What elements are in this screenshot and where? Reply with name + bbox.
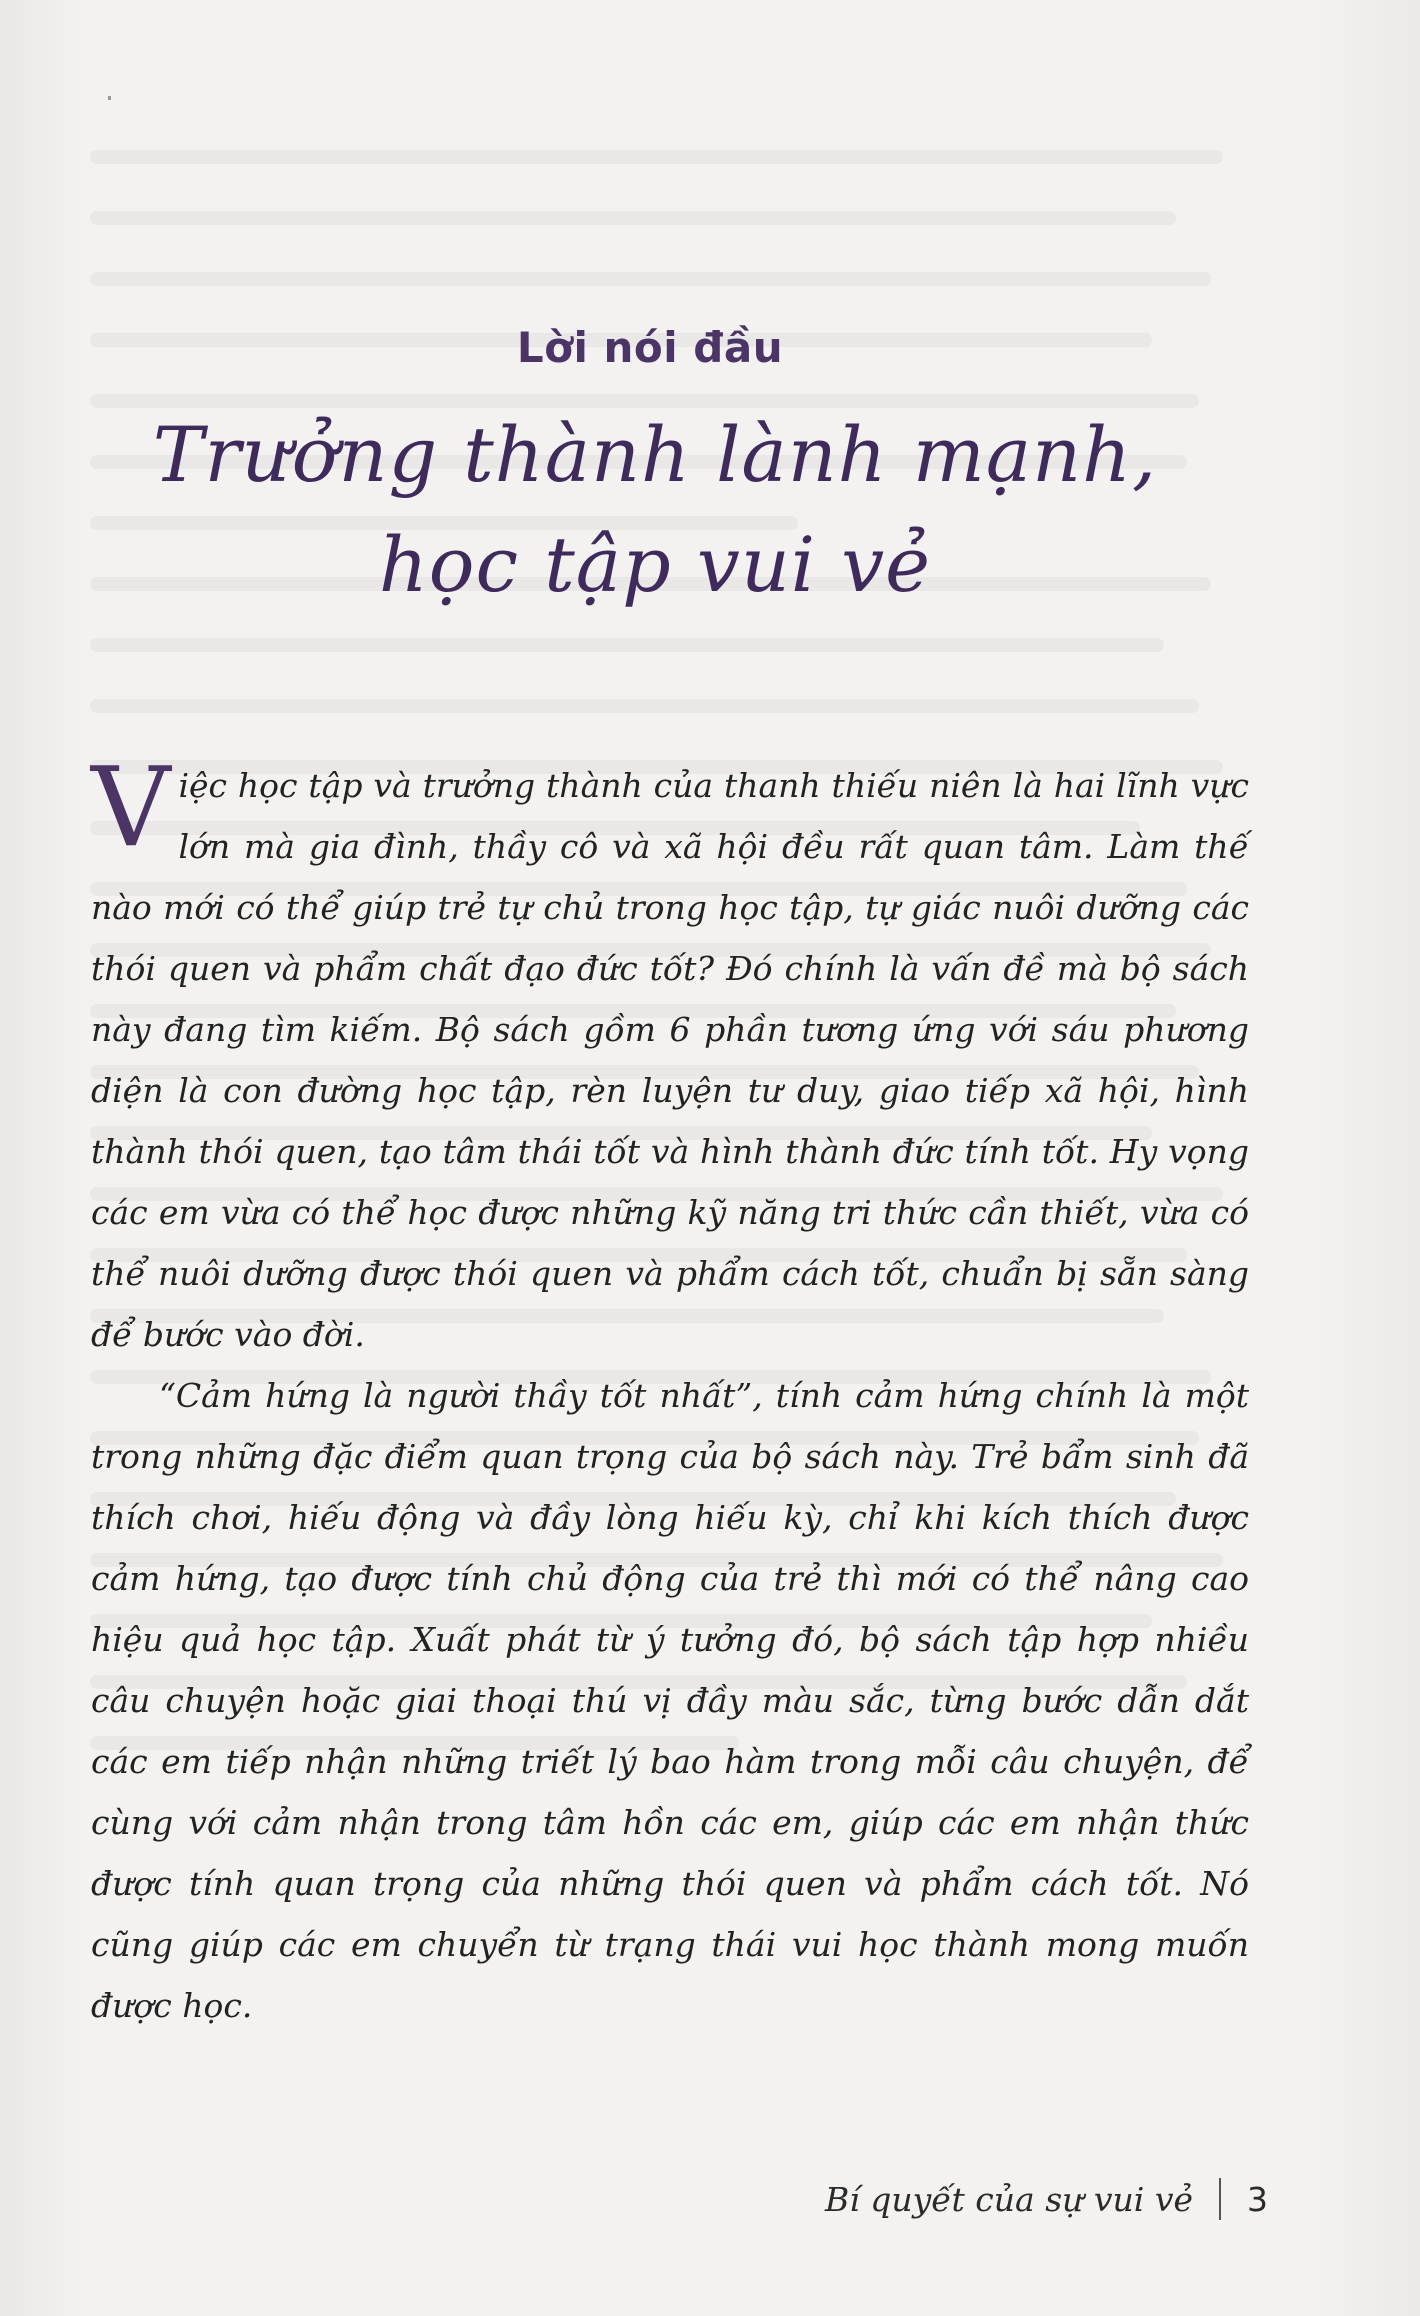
- drop-cap: V: [91, 743, 171, 871]
- section-kicker: Lời nói đầu: [516, 323, 784, 372]
- page-number: 3: [1247, 2179, 1268, 2219]
- running-footer-title: Bí quyết của sự vui vẻ: [824, 2179, 1193, 2219]
- paragraph-1: [91, 743, 1249, 1365]
- chapter-title-line-1: Trưởng thành lành mạnh,: [152, 410, 1158, 499]
- page-footer: [825, 2178, 1268, 2220]
- paragraph-1-text: iệc học tập và trưởng thành của thanh thiếu niên là hai lĩnh vực lớn mà gia đình, thầy cô và xã hội đều rất quan tâm. Làm thế nào mới có thể giúp trẻ tự chủ trong học tập, tự giác nuôi dưỡng các thói quen và phẩm chất đạo đức tốt? Đó chính là vấn đề mà bộ sách này đang tìm kiếm. Bộ sách gồm 6 phần tương ứng với sáu phương diện là con đường học tập, rèn luyện tư duy, giao tiếp xã hội, hình thành thói quen, tạo tâm thái tốt và hình thành đức tính tốt. Hy vọng các em vừa có thể học được những kỹ năng tri thức cần thiết, vừa có thể nuôi dưỡng được thói quen và phẩm cách tốt, chuẩn bị sẵn sàng để bước vào đời.: [91, 766, 1249, 1354]
- body-text: [91, 743, 1249, 2036]
- footer-divider: [1219, 2178, 1221, 2220]
- paragraph-2: “Cảm hứng là người thầy tốt nhất”, tính cảm hứng chính là một trong những đặc điểm quan trọng của bộ sách này. Trẻ bẩm sinh đã thích chơi, hiếu động và đầy lòng hiếu kỳ, chỉ khi kích thích được cảm hứng, tạo được tính chủ động của trẻ thì mới có thể nâng cao hiệu quả học tập. Xuất phát từ ý tưởng đó, bộ sách tập hợp nhiều câu chuyện hoặc giai thoại thú vị đầy màu sắc, từng bước dẫn dắt các em tiếp nhận những triết lý bao hàm trong mỗi câu chuyện, để cùng với cảm nhận trong tâm hồn các em, giúp các em nhận thức được tính quan trọng của những thói quen và phẩm cách tốt. Nó cũng giúp các em chuyển từ trạng thái vui học thành mong muốn được học.: [91, 1376, 1249, 2025]
- chapter-title: [0, 400, 1310, 620]
- print-speck: [108, 96, 111, 100]
- chapter-title-line-2: học tập vui vẻ: [378, 520, 932, 609]
